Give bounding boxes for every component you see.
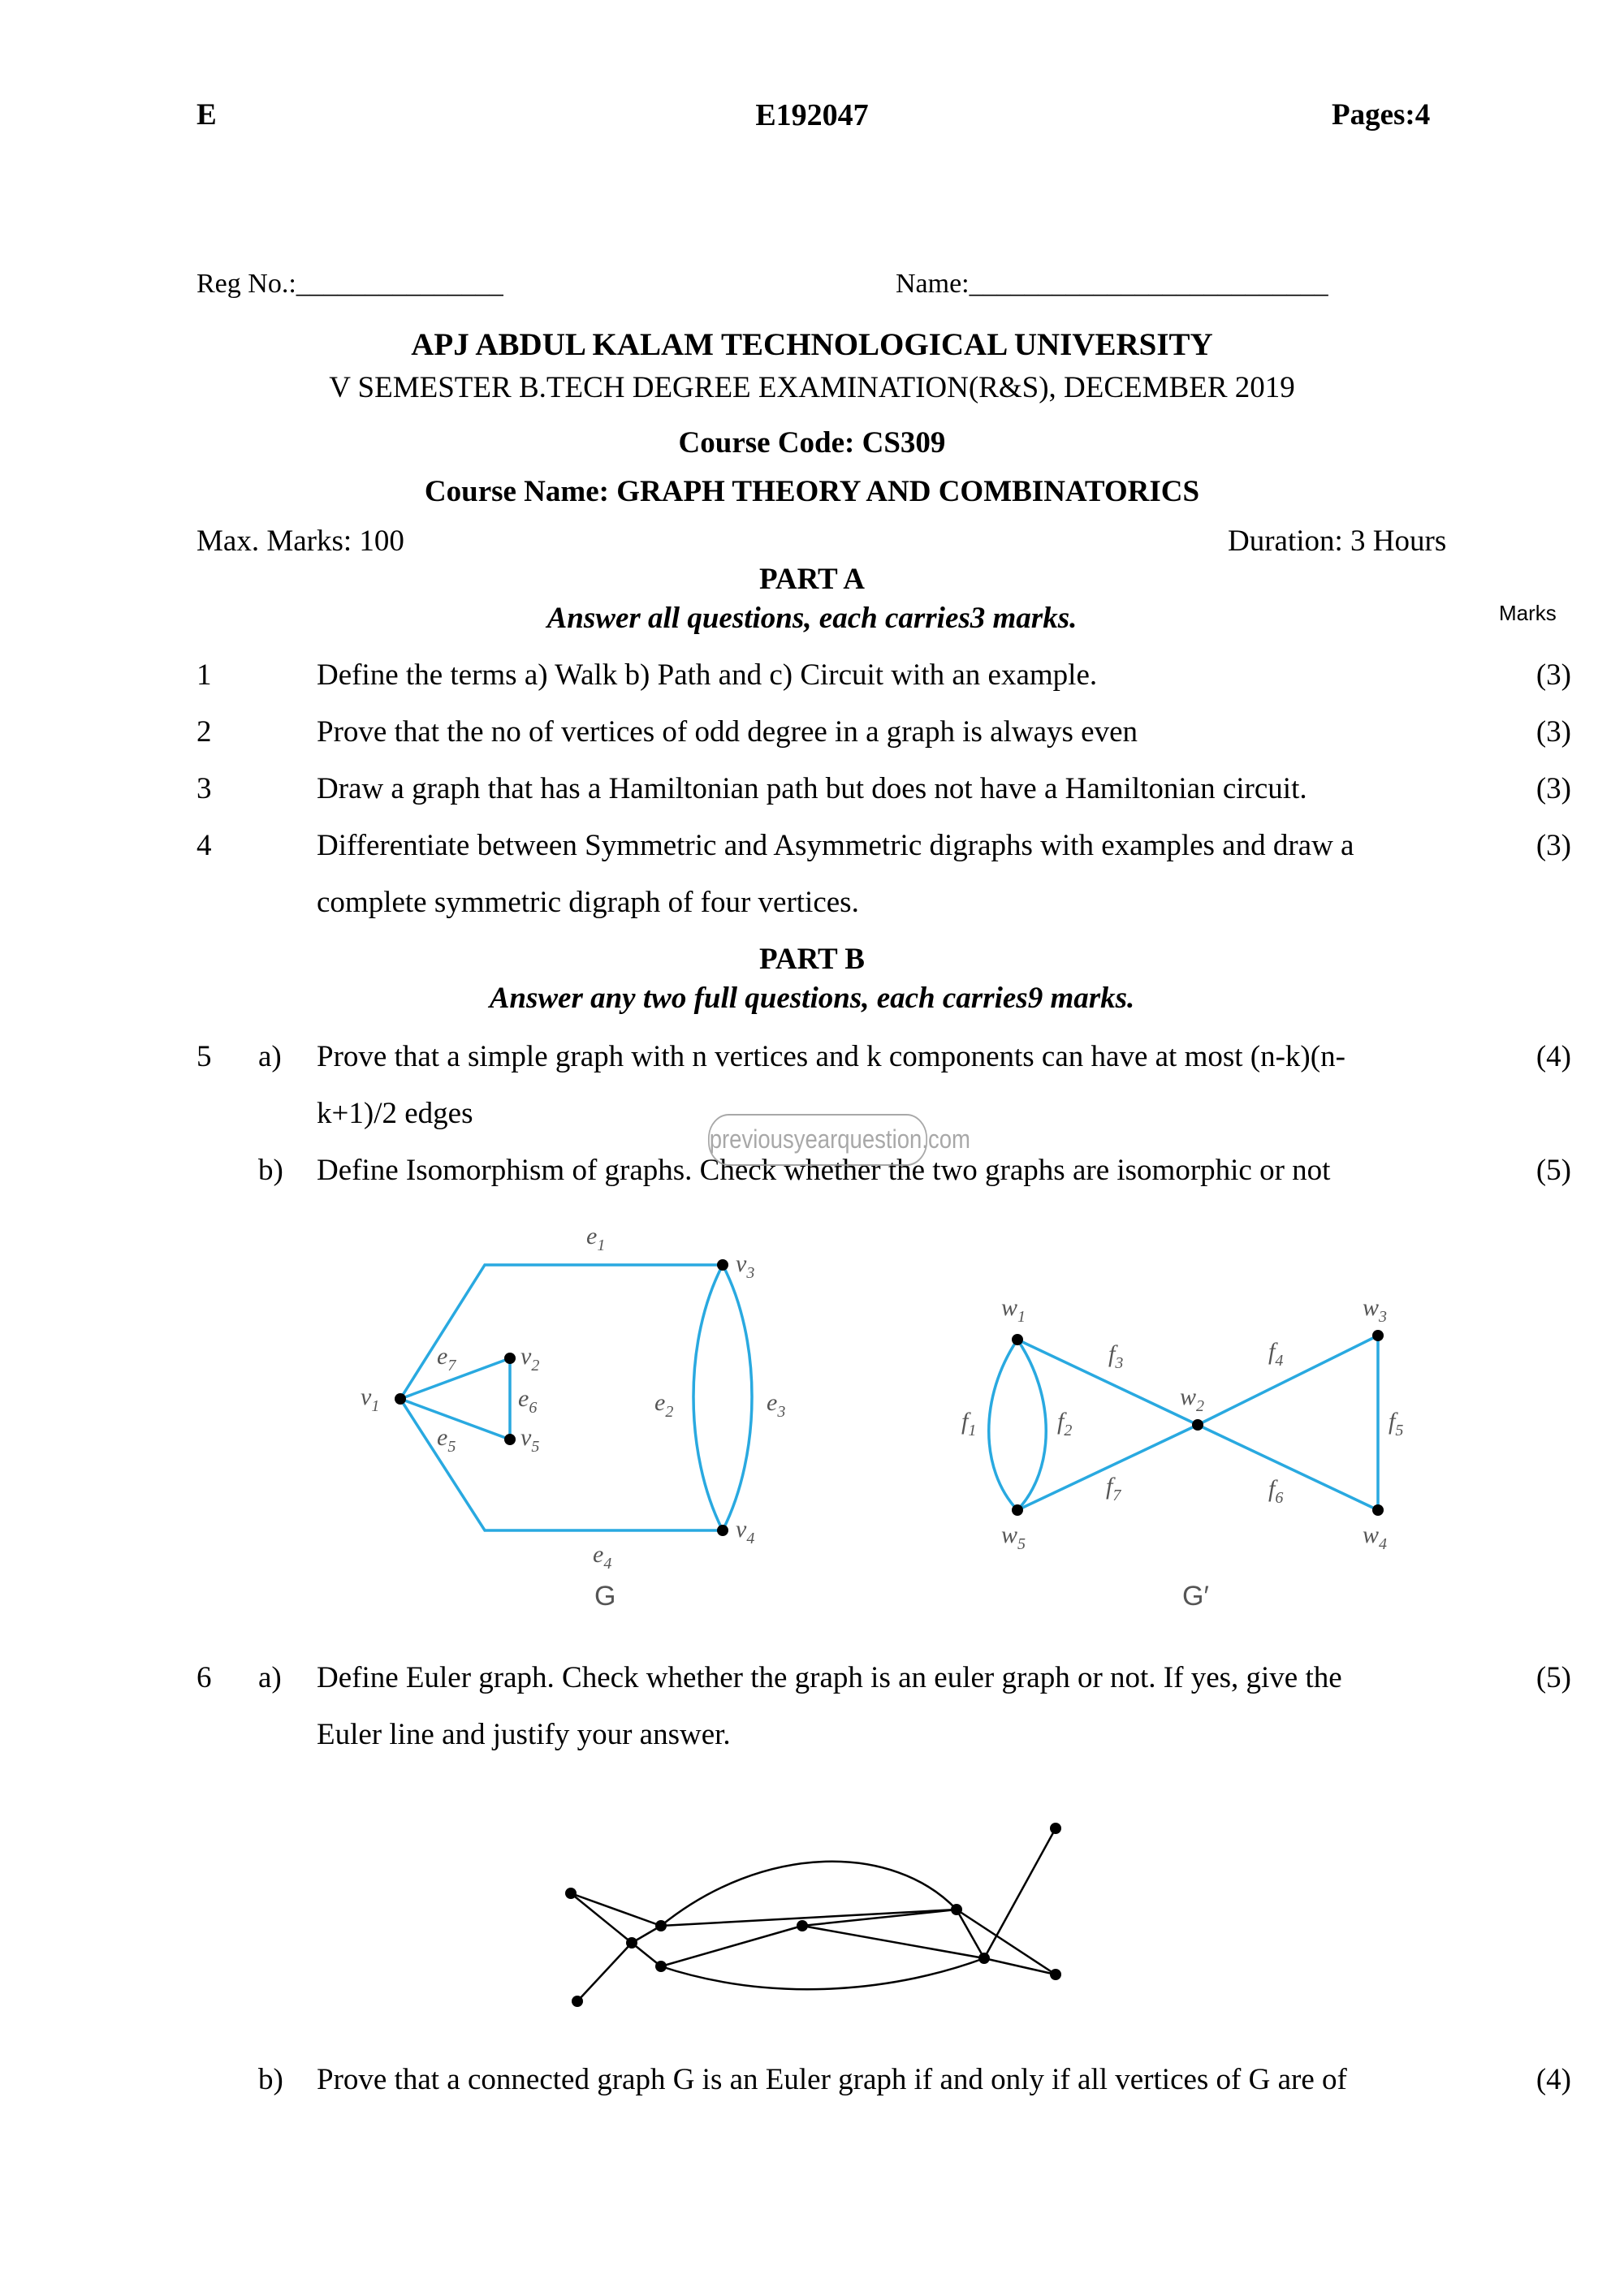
question-marks: (5) — [1535, 1661, 1571, 1694]
edge-label-e4: $e_4$ — [593, 1541, 612, 1573]
vertex-w1 — [1012, 1334, 1023, 1345]
edge — [957, 1910, 984, 1958]
question-marks: (5) — [1535, 1154, 1571, 1187]
vertex-label-v3: $v_3$ — [736, 1250, 755, 1282]
subquestion-label: a) — [258, 1661, 282, 1694]
question-number: 1 — [197, 658, 212, 692]
edge-label-f3: $f_3$ — [1108, 1340, 1124, 1372]
part-b-instruction: Answer any two full questions, each carries9 marks. — [489, 982, 1135, 1015]
vertex-w5 — [1012, 1504, 1023, 1516]
question-text: Draw a graph that has a Hamiltonian path but does not have a Hamiltonian circuit. — [317, 772, 1307, 805]
question-text-continued: complete symmetric digraph of four vertices. — [317, 886, 859, 919]
vertex-w2 — [1192, 1419, 1203, 1431]
edge-label-e6: $e_6$ — [518, 1385, 538, 1417]
paper-code: E192047 — [755, 98, 869, 132]
vertex-v1 — [395, 1393, 406, 1405]
edge-e4 — [400, 1399, 723, 1530]
vertex — [565, 1888, 577, 1899]
graph-g-edges — [400, 1265, 752, 1530]
edge — [571, 1893, 632, 1943]
vertex-w4 — [1372, 1504, 1384, 1516]
edge-e5 — [400, 1399, 510, 1439]
part-a-instruction: Answer all questions, each carries3 marks. — [546, 602, 1078, 635]
watermark: previousyearquestion.com — [708, 1114, 927, 1166]
question-text-continued: Euler line and justify your answer. — [317, 1718, 731, 1751]
university-title: APJ ABDUL KALAM TECHNOLOGICAL UNIVERSITY — [411, 327, 1213, 362]
question-number: 6 — [197, 1661, 212, 1694]
edge — [984, 1828, 1056, 1958]
isomorphism-figure — [0, 1210, 1624, 1632]
vertex — [655, 1961, 667, 1972]
series-code: E — [197, 98, 217, 132]
edge — [661, 1958, 984, 1989]
vertex-label-v1: $v_1$ — [361, 1383, 380, 1415]
edge-label-f1: $f_1$ — [961, 1408, 977, 1439]
edge — [661, 1926, 802, 1966]
vertex-label-v2: $v_2$ — [520, 1343, 540, 1375]
edge — [571, 1893, 661, 1926]
edge-f6 — [1198, 1425, 1378, 1510]
question-number: 5 — [197, 1040, 212, 1073]
vertex-w3 — [1372, 1330, 1384, 1341]
vertex — [1050, 1969, 1061, 1980]
exam-title: V SEMESTER B.TECH DEGREE EXAMINATION(R&S), DECEMBER 2019 — [329, 371, 1295, 404]
page-count: Pages:4 — [1332, 98, 1431, 132]
edge-f4 — [1198, 1336, 1378, 1425]
vertex-v2 — [504, 1353, 516, 1364]
edge-label-e2: $e_2$ — [654, 1389, 674, 1421]
question-marks: (4) — [1535, 1040, 1571, 1073]
edge-f2 — [1017, 1340, 1046, 1510]
vertex-label-w2: $w_2$ — [1180, 1383, 1205, 1415]
vertex — [797, 1920, 808, 1931]
question-marks: (3) — [1535, 772, 1571, 805]
edge-e1 — [400, 1265, 723, 1399]
edge-label-e7: $e_7$ — [437, 1343, 456, 1375]
vertex-v5 — [504, 1434, 516, 1445]
question-text: Define Euler graph. Check whether the graph is an euler graph or not. If yes, give the — [317, 1661, 1342, 1694]
marks-column-header: Marks — [1499, 601, 1557, 625]
question-marks: (3) — [1535, 715, 1571, 749]
edge — [661, 1910, 957, 1926]
edge-e3 — [723, 1265, 752, 1530]
question-text: Define the terms a) Walk b) Path and c) Circuit with an example. — [317, 658, 1098, 692]
edge-label-f2: $f_2$ — [1057, 1408, 1073, 1439]
question-text-continued: k+1)/2 edges — [317, 1097, 473, 1130]
vertex-label-w5: $w_5$ — [1001, 1521, 1026, 1553]
course-code: Course Code: CS309 — [678, 426, 946, 460]
edge-e2 — [693, 1265, 723, 1530]
vertex — [951, 1904, 962, 1915]
edge-label-f6: $f_6$ — [1268, 1475, 1284, 1507]
edge-label-e1: $e_1$ — [586, 1223, 606, 1254]
question-number: 4 — [197, 829, 212, 862]
vertex — [1050, 1823, 1061, 1834]
reg-no-field: Reg No.:_______________ — [197, 269, 503, 299]
edge — [802, 1926, 984, 1958]
vertex — [572, 1996, 583, 2007]
vertex-label-v5: $v_5$ — [520, 1424, 540, 1456]
vertex — [978, 1953, 990, 1964]
edge-label-f4: $f_4$ — [1268, 1338, 1284, 1370]
part-b-heading: PART B — [759, 943, 865, 976]
question-number: 2 — [197, 715, 212, 749]
question-text: Prove that the no of vertices of odd degree in a graph is always even — [317, 715, 1138, 749]
graph-g-prime-caption: G′ — [1182, 1581, 1209, 1612]
edge-label-e3: $e_3$ — [767, 1389, 786, 1421]
graph-g-caption: G — [594, 1581, 616, 1612]
vertex-v4 — [717, 1525, 728, 1536]
edge — [577, 1943, 632, 2001]
vertex-label-v4: $v_4$ — [736, 1516, 755, 1547]
subquestion-label: b) — [258, 2063, 283, 2096]
subquestion-label: a) — [258, 1040, 282, 1073]
question-number: 3 — [197, 772, 212, 805]
question-text: Prove that a simple graph with n vertices and k components can have at most (n-k)(n- — [317, 1040, 1345, 1073]
subquestion-label: b) — [258, 1154, 283, 1187]
euler-graph-figure — [0, 1786, 1624, 2030]
vertex-label-w3: $w_3$ — [1363, 1294, 1388, 1326]
edge-label-e5: $e_5$ — [437, 1424, 456, 1456]
vertex-label-w4: $w_4$ — [1363, 1521, 1388, 1553]
course-name: Course Name: GRAPH THEORY AND COMBINATORICS — [424, 475, 1200, 508]
duration: Duration: 3 Hours — [1228, 524, 1447, 558]
edge — [661, 1862, 957, 1926]
edge-label-f5: $f_5$ — [1389, 1408, 1404, 1439]
graph-g-prime-edges — [989, 1336, 1378, 1510]
edge-label-f7: $f_7$ — [1106, 1473, 1121, 1504]
vertex — [655, 1920, 667, 1931]
question-text: Prove that a connected graph G is an Euler graph if and only if all vertices of G are of — [317, 2063, 1347, 2096]
question-marks: (3) — [1535, 829, 1571, 862]
question-text: Define Isomorphism of graphs. Check whether the two graphs are isomorphic or not — [317, 1154, 1331, 1187]
edge-f1 — [989, 1340, 1017, 1510]
vertex — [626, 1937, 637, 1949]
vertex-label-w1: $w_1$ — [1001, 1294, 1026, 1326]
question-text: Differentiate between Symmetric and Asymmetric digraphs with examples and draw a — [317, 829, 1354, 862]
name-field: Name:__________________________ — [896, 269, 1328, 299]
part-a-heading: PART A — [759, 563, 865, 596]
question-marks: (3) — [1535, 658, 1571, 692]
max-marks: Max. Marks: 100 — [197, 524, 404, 558]
question-marks: (4) — [1535, 2063, 1571, 2096]
vertex-v3 — [717, 1259, 728, 1271]
